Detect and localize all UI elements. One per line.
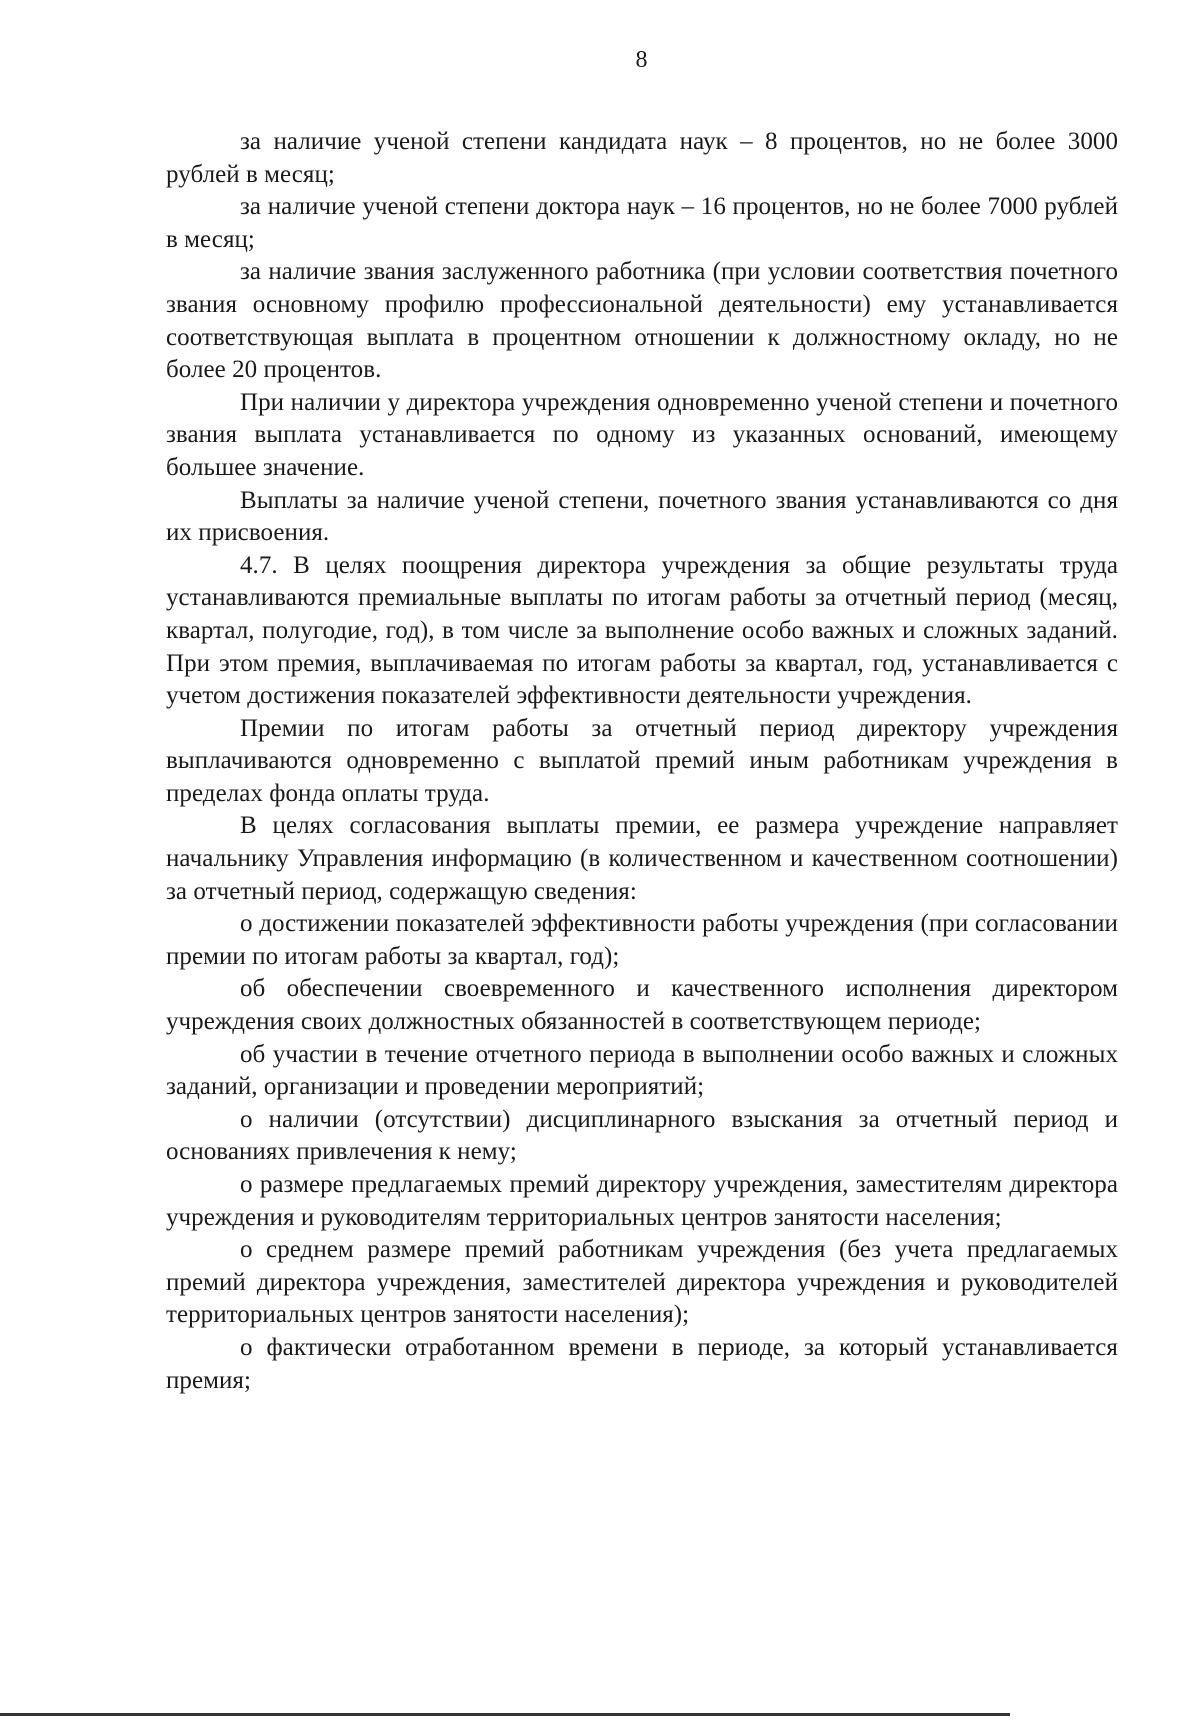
paragraph-doctor-degree: за наличие ученой степени доктора наук – 16 процентов, но не более 7000 рублей в месяц; [166,193,1118,253]
document-body [166,126,1118,1397]
paragraph-candidate-degree: за наличие ученой степени кандидата наук – 8 процентов, но не более 3000 рублей в месяц; [166,128,1118,188]
paragraph-bonus-timing: Премии по итогам работы за отчетный период директору учреждения выплачиваются одновременно с выплатой премий иным работникам учреждения в пределах фонда оплаты труда. [166,714,1118,807]
list-item-average-bonus: о среднем размере премий работникам учреждения (без учета предлагаемых премий директора учреждения, заместителей директора учреждения и руководителей территориальных центров занятости населения); [166,1236,1118,1329]
list-item-proposed-bonuses: о размере предлагаемых премий директору учреждения, заместителям директора учреждения и руководителям территориальных центров занятости населения; [166,1171,1118,1231]
page-number: 8 [635,47,648,73]
paragraph-bonus-approval: В целях согласования выплаты премии, ее размера учреждение направляет начальнику Управления информацию (в количественном и качественном соотношении) за отчетный период, содержащую сведения: [166,812,1118,905]
list-item-special-tasks: об участии в течение отчетного периода в выполнении особо важных и сложных заданий, организации и проведении мероприятий; [166,1040,1118,1101]
paragraph-payment-start: Выплаты за наличие ученой степени, почетного звания устанавливаются со дня их присвоения. [166,486,1118,547]
list-item-performance-indicators: о достижении показателей эффективности работы учреждения (при согласовании премии по итогам работы за квартал, год); [166,910,1118,970]
list-item-worked-time: о фактически отработанном времени в периоде, за который устанавливается премия; [166,1333,1118,1394]
paragraph-degree-and-title: При наличии у директора учреждения одновременно ученой степени и почетного звания выплата устанавливается по одному из указанных оснований, имеющему большее значение. [166,388,1118,481]
paragraph-honored-title: за наличие звания заслуженного работника (при условии соответствия почетного звания основному профилю профессиональной деятельности) ему устанавливается соответствующая выплата в процентном отношении к должностному окладу, но не более 20 процентов. [166,258,1118,384]
list-item-duties-fulfillment: об обеспечении своевременного и качественного исполнения директором учреждения своих должностных обязанностей в соответствующем периоде; [166,975,1118,1036]
list-item-disciplinary-action: о наличии (отсутствии) дисциплинарного взыскания за отчетный период и основаниях привлечения к нему; [166,1105,1118,1166]
bottom-rule [0,1713,1010,1716]
paragraph-section-4-7: 4.7. В целях поощрения директора учреждения за общие результаты труда устанавливаются премиальные выплаты по итогам работы за отчетный период (месяц, квартал, полугодие, год), в том числе за выполнение особо важных и сложных заданий. При этом премия, выплачиваемая по итогам работы за квартал, год, устанавливается с учетом достижения показателей эффективности деятельности учреждения. [166,551,1118,710]
